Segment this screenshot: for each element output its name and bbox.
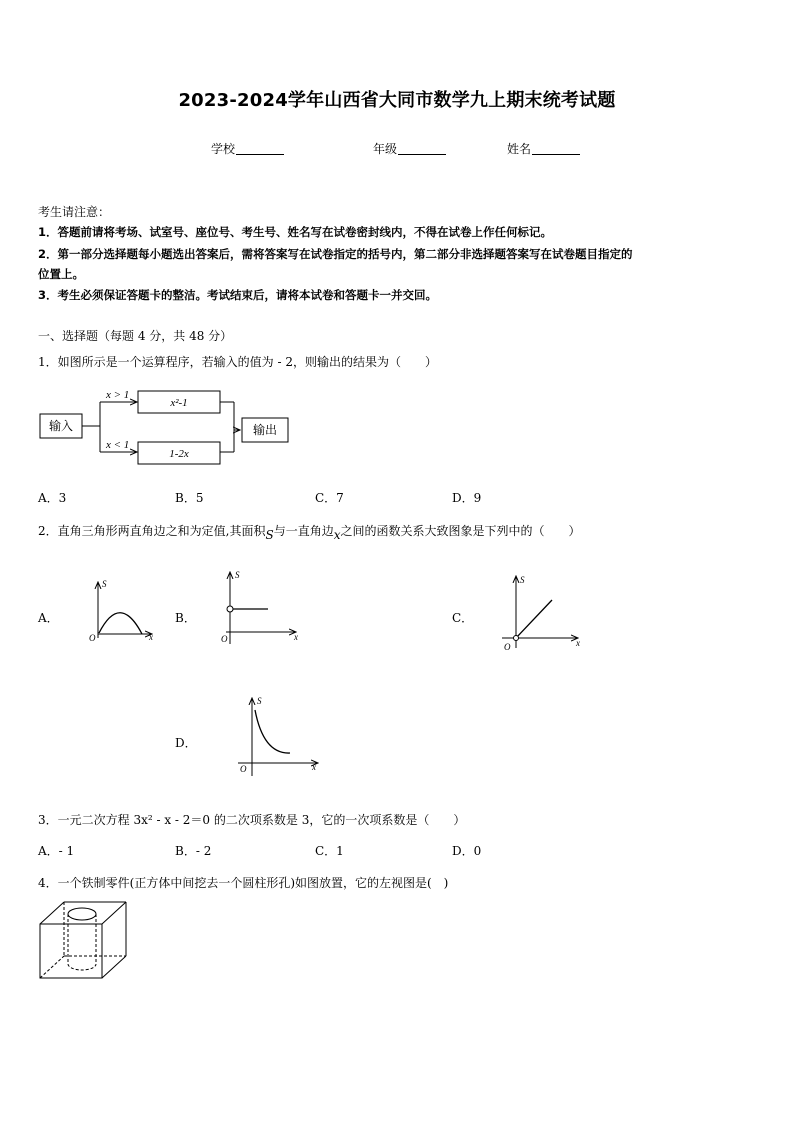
q3-option-d[interactable]: D．0 — [452, 844, 482, 858]
q3-option-a[interactable]: A．- 1 — [38, 844, 75, 858]
notice-item-1: 1．答题前请将考场、试室号、座位号、考生号、姓名写在试卷密封线内，不得在试卷上作任何标记。 — [38, 225, 552, 239]
q2-stem-pre: 2．直角三角形两直角边之和为定值,其面积 — [38, 524, 266, 538]
q2-graph-a — [86, 576, 162, 646]
q3-stem: 3．一元二次方程 3x² - x - 2＝0 的二次项系数是 3，它的一次项系数是（ ） — [38, 813, 466, 827]
q2-stem-post: 之间的函数关系大致图象是下列中的（ ） — [340, 524, 581, 538]
graph-a-s-label: S — [102, 579, 107, 589]
q2-option-c-label[interactable]: C． — [452, 611, 474, 625]
condition-top: x > 1 — [106, 389, 130, 401]
name-blank[interactable] — [532, 142, 580, 155]
bottom-process-box — [138, 442, 220, 464]
graph-d-curve — [255, 710, 290, 753]
graph-c-x-label: x — [576, 638, 580, 648]
section-heading: 一、选择题（每题 4 分，共 48 分） — [38, 329, 233, 343]
graph-a-x-label: x — [149, 632, 153, 642]
graph-d-origin-label: O — [240, 764, 247, 774]
graph-c-s-label: S — [520, 575, 525, 585]
q1-option-b[interactable]: B．5 — [175, 491, 204, 505]
q3-option-b[interactable]: B．- 2 — [175, 844, 212, 858]
graph-c-origin-label: O — [504, 642, 511, 652]
graph-d-x-label: x — [312, 762, 316, 772]
output-label: 输出 — [252, 423, 278, 437]
q1-option-a[interactable]: A．3 — [38, 491, 67, 505]
q1-flowchart — [38, 386, 298, 466]
school-label: 学校 — [211, 142, 236, 156]
name-label: 姓名 — [507, 142, 532, 156]
input-box — [40, 414, 82, 438]
school-field — [211, 140, 284, 157]
top-process-box — [138, 391, 220, 413]
grade-label: 年级 — [373, 142, 398, 156]
q2-graph-b — [214, 566, 306, 648]
cylinder-bottom-arc — [68, 964, 96, 970]
grade-blank[interactable] — [398, 142, 446, 155]
q2-stem-s: S — [265, 528, 274, 542]
bottom-process-label: 1-2x — [169, 448, 189, 460]
q2-option-d-label[interactable]: D． — [175, 736, 197, 750]
graph-d-s-label: S — [257, 696, 262, 706]
cube-edge-br — [102, 956, 126, 978]
q2-stem-x: x — [333, 528, 341, 542]
top-process-label: x²-1 — [170, 397, 188, 409]
q1-stem: 1．如图所示是一个运算程序，若输入的值为 - 2，则输出的结果为（ ） — [38, 355, 437, 369]
page-title: 2023-2024学年山西省大同市数学九上期末统考试题 — [178, 90, 616, 111]
q2-option-a-label[interactable]: A． — [38, 611, 59, 625]
q1-option-d[interactable]: D．9 — [452, 491, 482, 505]
q2-stem-mid: 与一直角边 — [273, 524, 334, 538]
name-field — [507, 140, 580, 157]
graph-b-open-point — [227, 606, 233, 612]
cube-edge-tl — [40, 902, 64, 924]
q3-option-c[interactable]: C．1 — [315, 844, 344, 858]
cylinder-top-ellipse — [68, 908, 96, 920]
q4-stem: 4．一个铁制零件(正方体中间挖去一个圆柱形孔)如图放置，它的左视图是( ) — [38, 876, 449, 890]
graph-c-open-point — [514, 636, 519, 641]
graph-a-curve — [99, 613, 142, 634]
notice-item-3: 3．考生必须保证答题卡的整洁。考试结束后，请将本试卷和答题卡一并交回。 — [38, 288, 437, 302]
graph-a-origin-label: O — [89, 633, 96, 643]
q4-cube-figure — [38, 898, 130, 982]
condition-bottom: x < 1 — [106, 439, 130, 451]
output-box — [242, 418, 288, 442]
grade-field — [373, 140, 446, 157]
q2-stem — [38, 521, 581, 545]
q2-option-b-label[interactable]: B． — [175, 611, 196, 625]
notice-heading: 考生请注意： — [38, 205, 111, 219]
school-blank[interactable] — [236, 142, 284, 155]
cube-edge-tr — [102, 902, 126, 924]
input-label: 输入 — [48, 419, 74, 433]
graph-b-origin-label: O — [221, 634, 228, 644]
graph-b-s-label: S — [235, 570, 240, 580]
cube-hidden-diagonal — [40, 956, 64, 978]
q1-option-c[interactable]: C．7 — [315, 491, 344, 505]
graph-b-x-label: x — [294, 632, 298, 642]
q2-graph-d — [236, 692, 326, 778]
notice-item-2: 2．第一部分选择题每小题选出答案后，需将答案写在试卷指定的括号内，第二部分非选择题答案写在试卷题目指定的 — [38, 247, 633, 261]
graph-c-line — [516, 600, 552, 638]
notice-item-2-cont: 位置上。 — [38, 267, 84, 281]
q2-graph-c — [498, 572, 588, 654]
